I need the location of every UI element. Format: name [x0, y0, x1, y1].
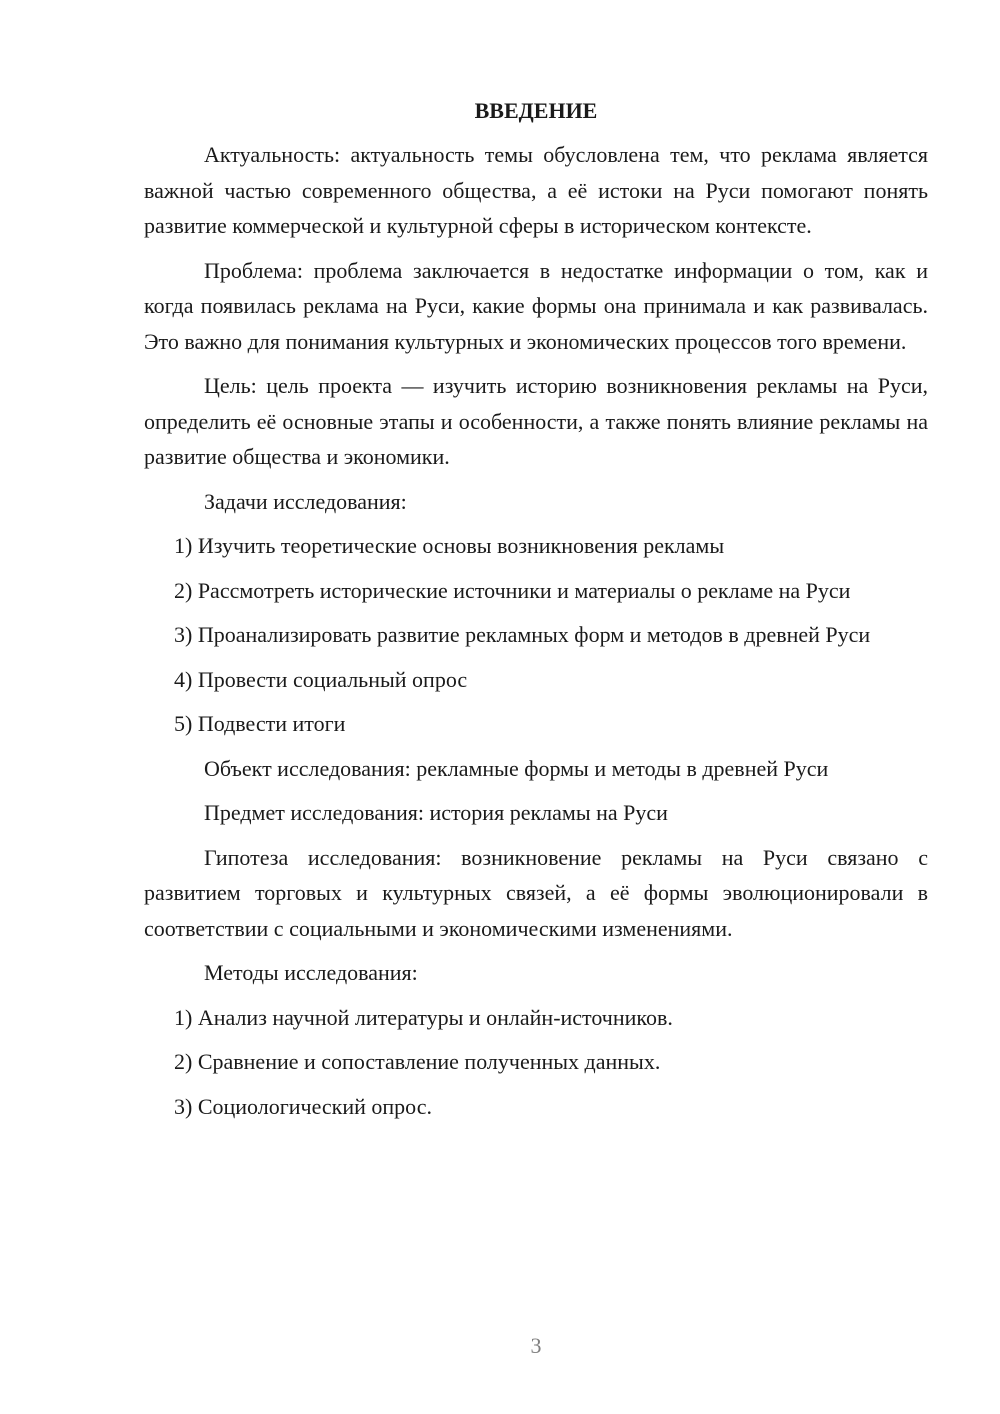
section-title: ВВЕДЕНИЕ [474, 98, 598, 123]
methods-heading: Методы исследования: [204, 960, 418, 985]
task-item: 2) Рассмотреть исторические источники и материалы о рекламе на Руси [174, 577, 851, 603]
page-content [144, 93, 928, 1133]
task-item: 4) Провести социальный опрос [174, 666, 468, 692]
problem-paragraph: Проблема: проблема заключается в недостатке информации о том, как и когда появилась реклама на Руси, какие формы она принимала и как развивалась. Это важно для понимания культурных и экономических процессов того времени. [144, 257, 928, 354]
method-item: 3) Социологический опрос. [174, 1093, 432, 1119]
goal-paragraph: Цель: цель проекта — изучить историю возникновения рекламы на Руси, определить её основные этапы и особенности, а также понять влияние рекламы на развитие общества и экономики. [144, 373, 928, 469]
page-number: 3 [530, 1333, 542, 1358]
object-paragraph: Объект исследования: рекламные формы и методы в древней Руси [204, 755, 829, 781]
subject-paragraph: Предмет исследования: история рекламы на Руси [204, 800, 668, 825]
method-item: 1) Анализ научной литературы и онлайн-источников. [174, 1004, 673, 1030]
task-item: 1) Изучить теоретические основы возникновения рекламы [174, 533, 725, 558]
task-item: 5) Подвести итоги [174, 711, 346, 736]
tasks-heading: Задачи исследования: [204, 488, 407, 514]
task-item: 3) Проанализировать развитие рекламных форм и методов в древней Руси [174, 622, 871, 647]
method-item: 2) Сравнение и сопоставление полученных данных. [174, 1049, 661, 1074]
hypothesis-paragraph: Гипотеза исследования: возникновение рекламы на Руси связано с развитием торговых и культурных связей, а её формы эволюционировали в соответствии с социальными и экономическими изменениями. [144, 844, 928, 941]
relevance-paragraph: Актуальность: актуальность темы обусловлена тем, что реклама является важной частью современного общества, а её истоки на Руси помогают понять развитие коммерческой и культурной сферы в историческом контексте. [144, 142, 928, 238]
